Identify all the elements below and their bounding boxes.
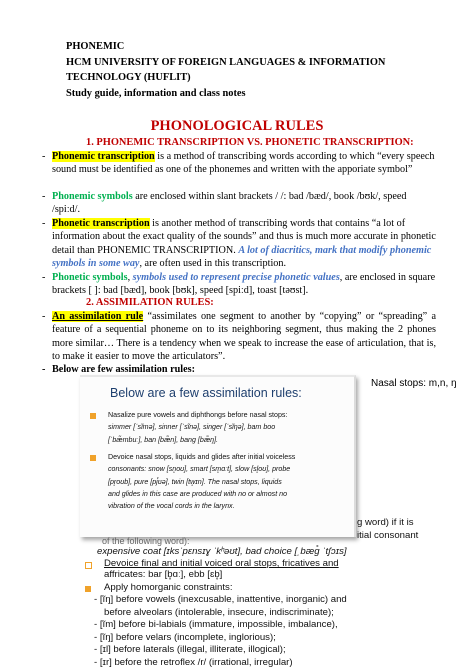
page-title: PHONOLOGICAL RULES [150,118,324,134]
doc-header-line4: Study guide, information and class notes [66,88,246,99]
slide-bullet-icon [90,413,96,419]
term-phonemic-transcription: Phonemic transcription [52,151,155,162]
para-phonemic-symbols: - Phonemic symbols are enclosed within slant brackets / /: bad /bæd/, book /bʊk/, speed /spiːd/. [42,191,407,216]
example-line: expensive coat [ɪksˈpɛnsɪɣ ˈkʰəʊt], bad choice [ˌbæɡ̊ ˈtʃɔɪs] [97,546,347,557]
para-below-rules: - Below are few assimilation rules: [42,364,195,375]
section-heading-1: 1. PHONEMIC TRANSCRIPTION VS. PHONETIC TRANSCRIPTION: [86,137,414,148]
lower-bullet-icon [85,562,92,569]
slide-title: Below are a few assimilation rules: [110,386,302,400]
rule-devoice-final: Devoice final and initial voiced oral stops, fricatives and affricates: bar [b̥ɑː], ebb [ɛb̥] [104,558,339,580]
section-heading-2: 2. ASSIMILATION RULES: [86,297,214,308]
slide-rule-nasalize: Nasalize pure vowels and diphthongs before nasal stops: simmer [ˈsĩmə], sinner [ˈsĩnə], singer [ˈsĩŋə], bam boo [ˈbæ̃mbuː], ban [bæ̃n], bang [bæ̃ŋ]. [108,411,288,444]
embedded-slide [80,375,356,537]
para-assimilation-rule: - An assimilation rule “assimilates one segment to another by “copying” or “spreading” a feature of a sequential phoneme on to its neighboring segment, thus making the 2 phones more similar… There is a tendency when we speak to increase the ease of articulation, that is, to make it easier to move the articulators”. [42,311,436,362]
term-assimilation-rule: An assimilation rule [52,311,144,322]
partial-text-1: g word) if it is [357,517,414,528]
term-phonetic-transcription: Phonetic transcription [52,218,150,229]
rule-homorganic-heading: Apply homorganic constraints: [104,582,233,593]
partial-text-2: itial consonant [357,530,419,541]
doc-header-line2: HCM UNIVERSITY OF FOREIGN LANGUAGES & INFORMATION [66,57,386,68]
partial-text-3: of the following word): [102,536,190,546]
para-phonetic-transcription: - Phonetic transcription is another method of transcribing words that contains “a lot of information about the exact quality of the sounds” and thus is much more accurate in phonetic detail than PHONEMIC TRANSCRIPTION. A lot of diacritics, mark that modify phonemic symbols in some way, are often used in this transcription. [42,218,436,269]
slide-rule-devoice-nasals: Devoice nasal stops, liquids and glides after initial voiceless consonants: snow [sn̥oʊ], smart [sm̥ɑːt], slow [sl̥oʊ], probe [pr̥oʊb], pure [pj̊ʊə], twin [tw̥ɪn]. The nasal stops, liquids and glides in this case are produced with no or almost no vibration of the vocal cords in the larynx. [108,453,296,511]
nasal-stops-note: Nasal stops: m,n, ŋ [371,378,457,389]
para-phonemic-transcription: - Phonemic transcription is a method of transcribing words according to which “every speech sound must be identified as one of the phonemes and written with the apporiate symbol” [42,151,435,176]
lower-bullet-icon [85,586,91,592]
para-phonetic-symbols: - Phonetic symbols, symbols used to represent precise phonetic values, are enclosed in square brackets [ ]: bad [bæd], book [bʊk], speed [spiːd], toast [təʊst]. [42,272,436,297]
doc-header-line3: TECHNOLOGY (HUFLIT) [66,72,191,83]
doc-header-line1: PHONEMIC [66,41,125,52]
homorganic-rules-list: - [ĩŋ] before vowels (inexcusable, inattentive, inorganic) and before alveolars (intolerable, insecure, indiscriminate); - [ĩm] before bi-labials (immature, impossible, imbalance), - [ĩŋ] before velars (incomplete, inglorious); - [ɪl] before laterals (illegal, illiterate, illogical); - [ɪr] before the retroflex /r/ (irrational, irregular) [94,594,347,668]
slide-bullet-icon [90,455,96,461]
